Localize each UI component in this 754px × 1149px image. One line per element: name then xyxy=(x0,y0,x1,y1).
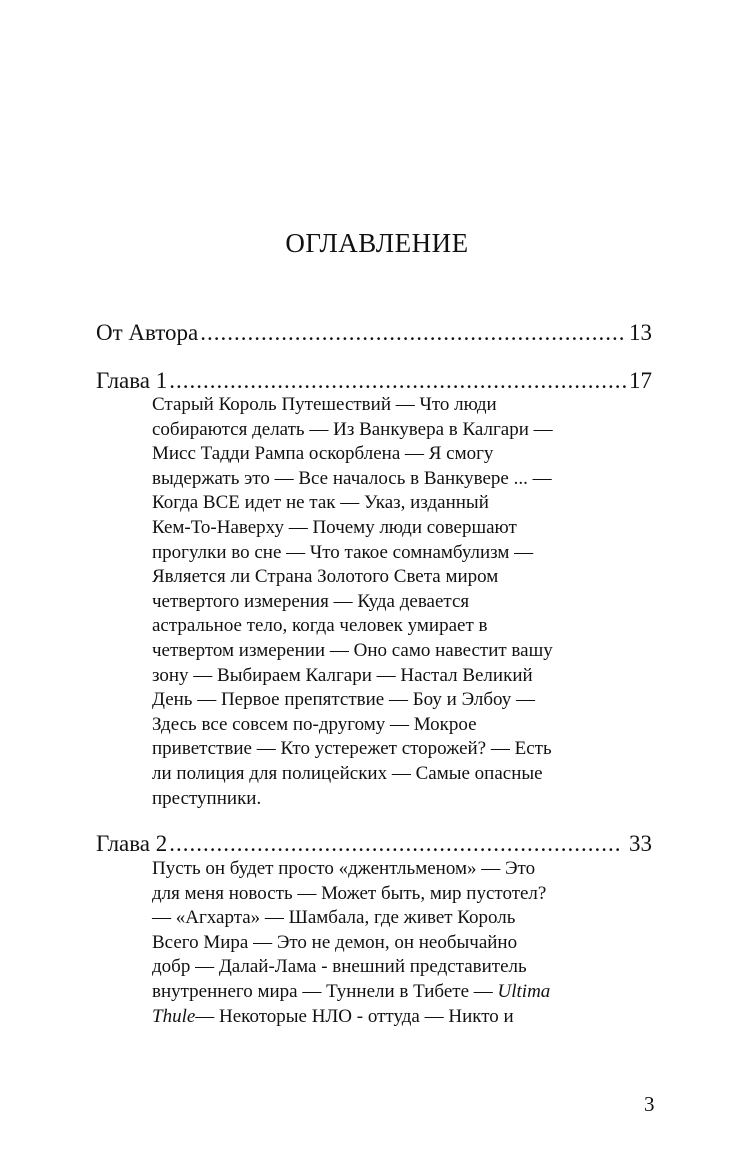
summary-line: четвертом измерении — Оно само навестит вашу xyxy=(152,639,553,661)
summary-line: астральное тело, когда человек умирает в xyxy=(152,615,488,637)
page-number: 3 xyxy=(644,1092,655,1116)
toc-entry-label: От Автора xyxy=(96,320,199,345)
summary-line: Мисс Тадди Рампа оскорблена — Я смогу xyxy=(152,443,494,465)
summary-line: Старый Король Путешествий — Что люди xyxy=(152,394,497,415)
summary-line: Пусть он будет просто «джентльменом» — Это xyxy=(152,858,536,879)
summary-line: — «Агхарта» — Шамбала, где живет Король xyxy=(152,907,516,929)
summary-line: Здесь все совсем по-другому — Мокрое xyxy=(152,713,477,735)
toc-entry-chapter-1 xyxy=(96,366,652,396)
toc-dot-leader xyxy=(169,829,619,859)
summary-line: Всего Мира — Это не демон, он необычайно xyxy=(152,931,518,953)
summary-line: ли полиция для полицейских — Самые опасные xyxy=(152,762,543,784)
italic-term: Ultima xyxy=(497,980,551,1002)
toc-dot-leader xyxy=(200,318,627,348)
summary-line: преступники. xyxy=(152,787,262,809)
summary-line: зону — Выбираем Калгари — Настал Великий xyxy=(152,664,533,686)
toc-dot-leader xyxy=(169,366,627,396)
summary-line: для меня новость — Может быть, мир пустотел? xyxy=(152,882,547,904)
page-title: ОГЛАВЛЕНИЕ xyxy=(285,228,469,258)
summary-line: Когда ВСЕ идет не так — Указ, изданный xyxy=(152,492,489,514)
summary-text: внутреннего мира — Туннели в Тибете — xyxy=(152,980,493,1002)
summary-line xyxy=(152,980,592,1005)
toc-entry-page: 13 xyxy=(629,320,652,345)
toc-entry-label: Глава 1 xyxy=(96,368,168,393)
chapter-1-summary xyxy=(152,393,592,811)
toc-entry-page: 17 xyxy=(629,368,652,393)
summary-line: приветствие — Кто устережет сторожей? — Есть xyxy=(152,738,552,760)
summary-text: — Некоторые НЛО - оттуда — Никто и xyxy=(195,1005,514,1027)
chapter-2-summary xyxy=(152,857,592,1029)
toc-entry-label: Глава 2 xyxy=(96,831,168,856)
summary-line xyxy=(152,1005,592,1030)
summary-line: выдержать это — Все началось в Ванкувере ... — xyxy=(152,467,552,489)
summary-line: Кем-То-Наверху — Почему люди совершают xyxy=(152,516,517,538)
toc-entry-page: 33 xyxy=(629,831,652,856)
summary-line: Является ли Страна Золотого Света миром xyxy=(152,566,499,588)
summary-line: четвертого измерения — Куда девается xyxy=(152,590,470,612)
summary-line: прогулки во сне — Что такое сомнамбулизм — xyxy=(152,541,534,563)
italic-term: Thule xyxy=(152,1005,196,1027)
summary-line: День — Первое препятствие — Боу и Элбоу — xyxy=(152,689,536,711)
summary-line: добр — Далай-Лама - внешний представитель xyxy=(152,956,527,978)
summary-line: собираются делать — Из Ванкувера в Калгари — xyxy=(152,418,553,440)
toc-entry-chapter-2 xyxy=(96,829,652,859)
toc-entry-author xyxy=(96,318,652,348)
